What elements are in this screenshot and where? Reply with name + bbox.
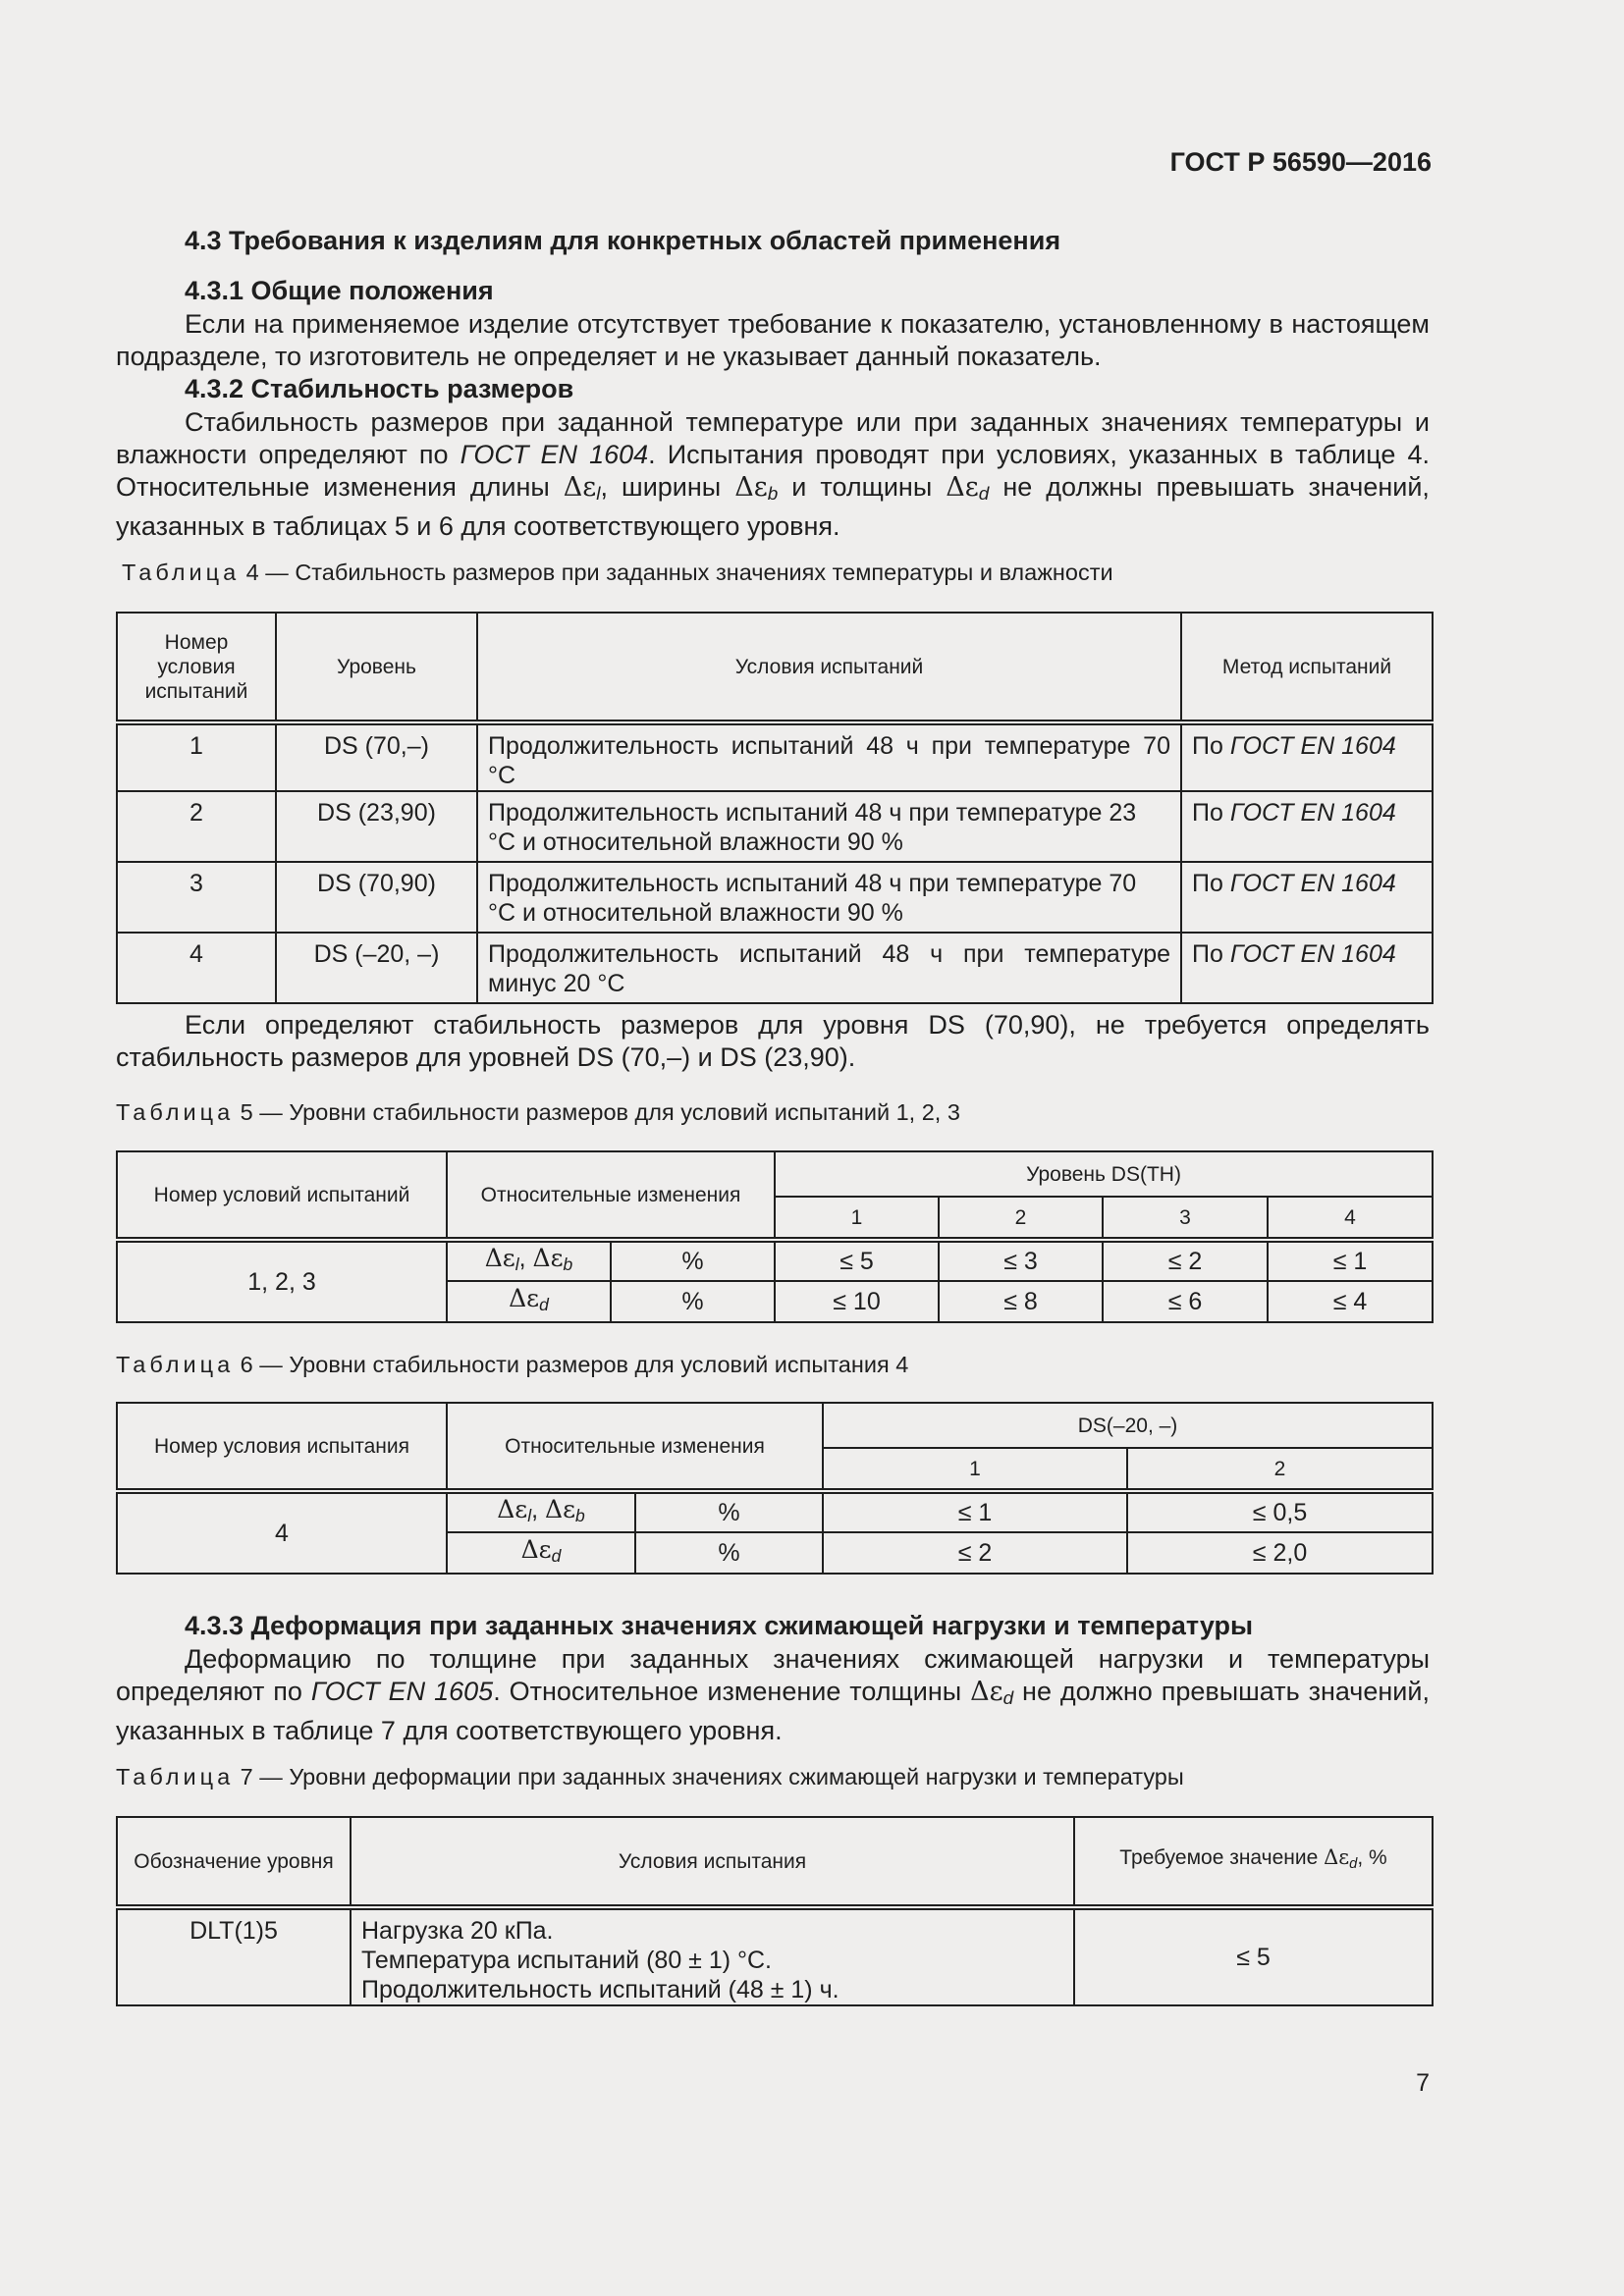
- table-row: 4 DS (–20, –) Продолжительность испытаний 48 ч при температуре минус 20 °C По ГОСТ EN 1604: [117, 933, 1433, 1003]
- table7-caption: Таблица 7 — Уровни деформации при заданных значениях сжимающей нагрузки и температуры: [116, 1764, 1184, 1789]
- section-4-3-2-title: 4.3.2 Стабильность размеров: [185, 374, 574, 403]
- table6: Номер условия испытания Относительные изменения DS(–20, –) 1 2 4 $\Delta\varepsilon_l$, $\Delta\varepsilon_b$ % ≤ 1 ≤ 0,5 $\Delta\varepsilon_d$ % ≤ 2 ≤ 2,0: [116, 1402, 1434, 1575]
- table-row: $\Delta\varepsilon_d$ % ≤ 2 ≤ 2,0: [117, 1532, 1433, 1574]
- table5-h-num: Номер условий испытаний: [117, 1151, 447, 1240]
- section-4-3-1-text: Если на применяемое изделие отсутствует требование к показателю, установленному в настоящем подразделе, то изготовитель не определяет и не указывает данный показатель.: [116, 309, 1430, 371]
- table5: Номер условий испытаний Относительные изменения Уровень DS(TH) 1 2 3 4 1, 2, 3 $\Delta\varepsilon_l$, $\Delta\varepsilon_b$ % ≤ 5 ≤ 3 ≤ 2 ≤ 1 $\Delta\varepsilon_d$ % ≤ 10 ≤ 8 ≤ 6 ≤ 4: [116, 1150, 1434, 1323]
- table4: [116, 612, 1434, 1004]
- section-4-3-3-text: Деформацию по толщине при заданных значениях сжимающей нагрузки и температуры определяют по ГОСТ EN 1605. Относительное изменение толщины $\Delta\varepsilon_d$ не должно превышать значений, указанных в таблице 7 для соответствующего уровня.: [116, 1644, 1430, 1745]
- table5-caption: Таблица 5 — Уровни стабильности размеров для условий испытаний 1, 2, 3: [116, 1099, 960, 1125]
- table-row: 4 $\Delta\varepsilon_l$, $\Delta\varepsilon_b$ % ≤ 1 ≤ 0,5: [117, 1491, 1433, 1532]
- table6-h-num: Номер условия испытания: [117, 1403, 447, 1491]
- table7-h-value: Требуемое значение $\Delta\varepsilon_d$, %: [1074, 1817, 1433, 1907]
- table-row: 1, 2, 3 $\Delta\varepsilon_l$, $\Delta\varepsilon_b$ % ≤ 5 ≤ 3 ≤ 2 ≤ 1: [117, 1240, 1433, 1281]
- page-header: ГОСТ Р 56590—2016: [1169, 147, 1432, 177]
- page-number: 7: [1416, 2069, 1430, 2097]
- table-row: 1 DS (70,–) Продолжительность испытаний 48 ч при температуре 70 °C По ГОСТ EN 1604: [117, 722, 1433, 791]
- table4-caption: Таблица 4 — Стабильность размеров при заданных значениях температуры и влажности: [122, 560, 1113, 585]
- table7: [116, 1816, 1434, 2006]
- after-table4-text: Если определяют стабильность размеров для уровня DS (70,90), не требуется определять стабильность размеров для уровней DS (70,–) и DS (23,90).: [116, 1010, 1430, 1072]
- table5-h-level: Уровень DS(TH): [775, 1151, 1433, 1197]
- section-4-3-title: 4.3 Требования к изделиям для конкретных областей применения: [185, 226, 1061, 255]
- table4-h-cond: Условия испытаний: [477, 613, 1181, 722]
- table4-h-method: Метод испытаний: [1181, 613, 1433, 722]
- table6-h-level: DS(–20, –): [823, 1403, 1433, 1448]
- table4-h-level: Уровень: [276, 613, 477, 722]
- table7-h-level: Обозначение уровня: [117, 1817, 351, 1907]
- table-row: $\Delta\varepsilon_d$ % ≤ 10 ≤ 8 ≤ 6 ≤ 4: [117, 1281, 1433, 1322]
- table7-h-cond: Условия испытания: [351, 1817, 1074, 1907]
- table4-h-num: Номер условия испытаний: [117, 613, 276, 722]
- table6-caption: Таблица 6 — Уровни стабильности размеров для условий испытания 4: [116, 1352, 909, 1377]
- table-row: 3 DS (70,90) Продолжительность испытаний 48 ч при температуре 70 °C и относительной влажности 90 % По ГОСТ EN 1604: [117, 862, 1433, 933]
- table-row: DLT(1)5 Нагрузка 20 кПа. Температура испытаний (80 ± 1) °C. Продолжительность испытаний (48 ± 1) ч. ≤ 5: [117, 1907, 1433, 2005]
- section-4-3-3-title: 4.3.3 Деформация при заданных значениях сжимающей нагрузки и температуры: [185, 1611, 1254, 1640]
- section-4-3-2-text: Стабильность размеров при заданной температуре или при заданных значениях температуры и влажности определяют по ГОСТ EN 1604. Испытания проводят при условиях, указанных в таблице 4. Относительные изменения длины $\Delta\varepsilon_l$, ширины $\Delta\varepsilon_b$ и толщины $\Delta\varepsilon_d$ не должны превышать значений, указанных в таблицах 5 и 6 для соответствующего уровня.: [116, 407, 1430, 541]
- table-row: 2 DS (23,90) Продолжительность испытаний 48 ч при температуре 23 °C и относительной влажности 90 % По ГОСТ EN 1604: [117, 791, 1433, 862]
- table5-h-rel: Относительные изменения: [447, 1151, 775, 1240]
- table6-h-rel: Относительные изменения: [447, 1403, 823, 1491]
- section-4-3-1-title: 4.3.1 Общие положения: [185, 276, 494, 305]
